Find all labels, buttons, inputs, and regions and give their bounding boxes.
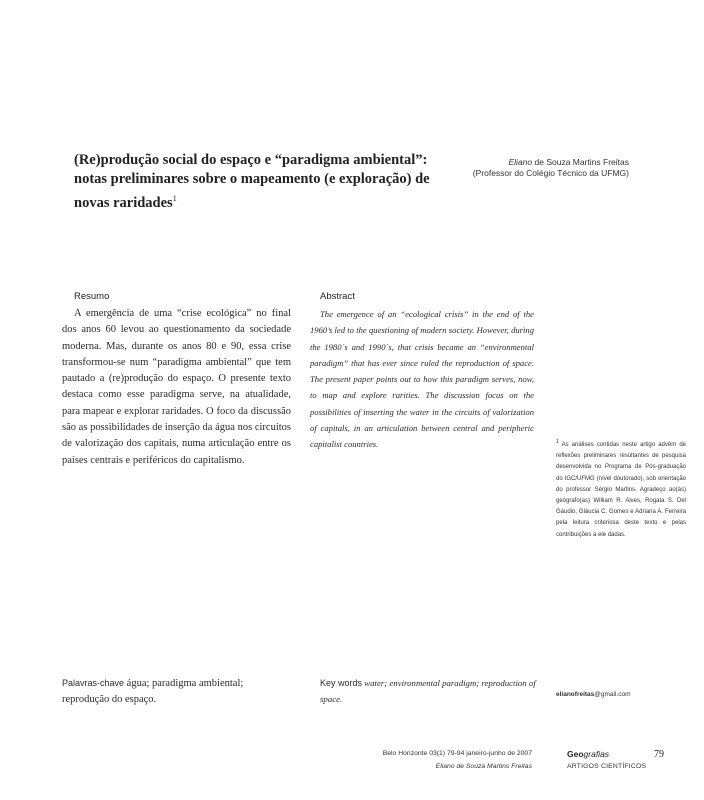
footnote <box>556 437 686 541</box>
title-footnote-mark: 1 <box>172 194 177 203</box>
email-user: elianofreitas <box>556 691 595 698</box>
article-title-text: (Re)produção social do espaço e “paradigma ambiental”: notas preliminares sobre o mapeamento (e exploração) de novas raridades <box>74 152 430 211</box>
author-last-name: de Souza Martins Freitas <box>532 157 629 167</box>
footer-author: Eliano de Souza Martins Freitas <box>435 763 532 770</box>
keywords-en <box>320 675 540 707</box>
keywords-pt-label: Palavras-chave <box>62 678 125 688</box>
journal-name <box>567 749 609 759</box>
keywords-en-label: Key words <box>320 678 363 688</box>
resumo-body: A emergência de uma “crise ecológica” no final dos anos 60 levou ao questionamento da sociedade moderna. Mas, durante os anos 80 e 90, essa crise transformou-se num “paradigma ambiental” que tem pautado a (re)produção do espaço. O presente texto destaca como esse paradigma serve, na atualidade, para mapear e explorar raridades. O foco da discussão são as possibilidades de inserção da água nos circuitos de valorização dos capitais, numa articulação entre os países centrais e periféricos do capitalismo. <box>62 308 291 466</box>
author-first-name: Eliano <box>508 157 533 167</box>
keywords-pt <box>62 675 292 708</box>
journal-name-bold: Geo <box>567 749 584 759</box>
keywords-en-text: water; environmental paradigm; reproduction of space. <box>320 678 536 704</box>
author-affiliation: (Professor do Colégio Técnico da UFMG) <box>472 168 629 178</box>
author-block <box>369 157 629 179</box>
email-domain: @gmail.com <box>594 691 631 698</box>
abstract-heading: Abstract <box>320 291 355 302</box>
page-number: 79 <box>654 749 664 760</box>
footnote-text: As análises contidas neste artigo advêm de reflexões preliminares resultantes de pesquisa desenvolvida no Programa de Pós-graduação do IGC/UFMG (nível doutorado), sob orientação do professor Sérgio Martins. Agradeço ao(às) geógrafo(as) William R. Alves, Rogata S. Del Gáudio, Gláucia C. Gomes e Adriana A. Ferreira pela leitura criteriosa deste texto e pelas contribuições a ele dadas. <box>556 442 686 538</box>
journal-name-italic: grafias <box>583 749 610 759</box>
footer-citation: Belo Horizonte 03(1) 79-94 janeiro-junho de 2007 <box>382 750 532 757</box>
abstract-body: The emergence of an “ecological crisis” in the end of the 1960’s led to the questioning of modern society. However, during the 1980´s and 1990´s, that crisis became an “environmental paradigm” that has ever since ruled the reproduction of space. The present paper points out to how this paradigm serves, now, to map and explore rarities. The discussion focus on the possibilities of inserting the water in the circuits of valorization of capitals, in an articulation between central and peripheric capitalist countries. <box>310 309 534 450</box>
section-label: ARTIGOS CIENTÍFICOS <box>567 763 647 770</box>
resumo-heading: Resumo <box>74 291 110 302</box>
footnote-mark: 1 <box>556 439 559 445</box>
author-name <box>369 157 629 168</box>
keywords-pt-text: água; paradigma ambiental; reprodução do espaço. <box>62 678 244 705</box>
author-email[interactable] <box>556 691 631 698</box>
